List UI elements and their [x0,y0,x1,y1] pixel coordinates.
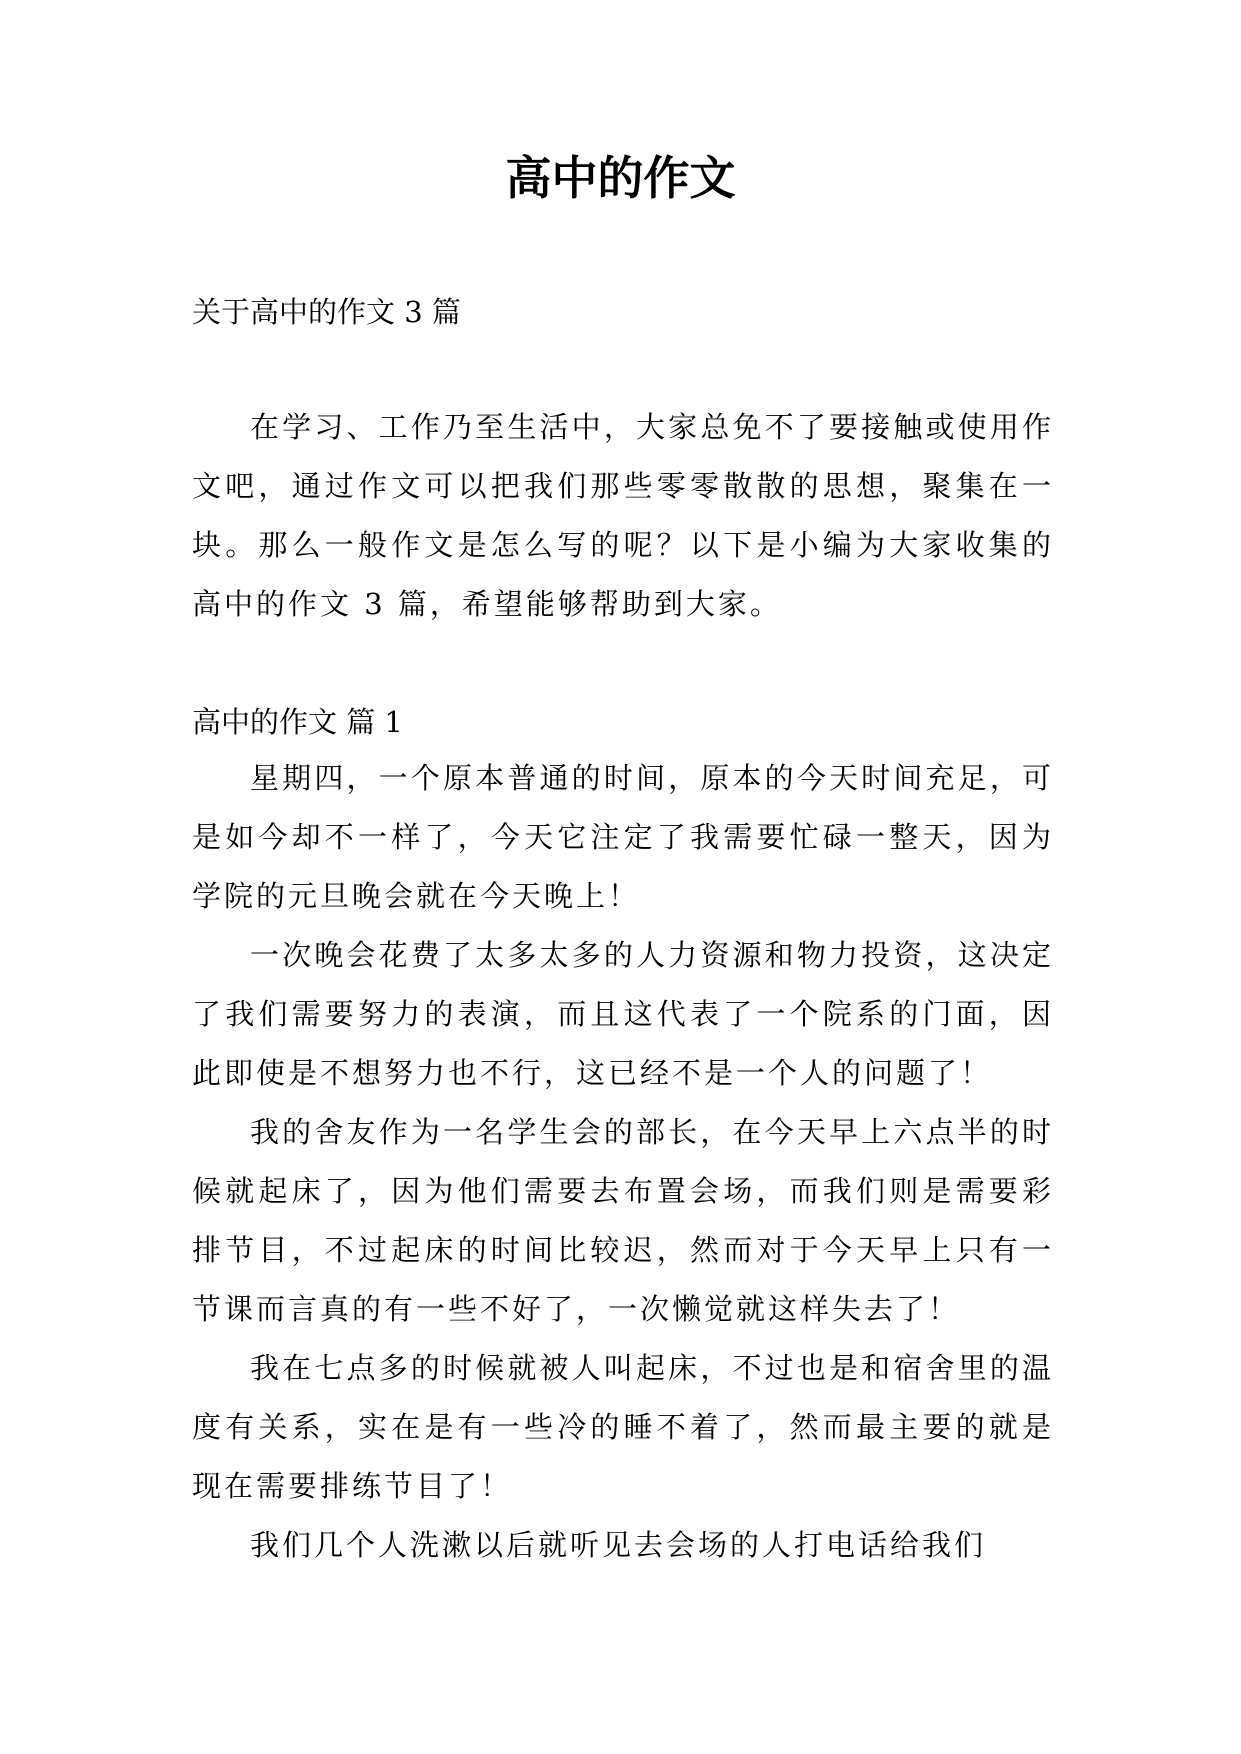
body-paragraph-5: 我们几个人洗漱以后就听见去会场的人打电话给我们 [250,1528,987,1562]
document-title: 高中的作文 [505,151,736,205]
body-paragraph-1: 星期四，一个原本普通的时间，原本的今天时间充足，可是如今却不一样了，今天它注定了我需要忙碌一整天，因为学院的元旦晚会就在今天晚上！ [192,761,1054,913]
body-paragraph-2: 一次晚会花费了太多太多的人力资源和物力投资，这决定了我们需要努力的表演，而且这代表了一个院系的门面，因此即使是不想努力也不行，这已经不是一个人的问题了！ [192,938,1054,1090]
intro-paragraph: 在学习、工作乃至生活中，大家总免不了要接触或使用作文吧，通过作文可以把我们那些零零散散的思想，聚集在一块。那么一般作文是怎么写的呢？以下是小编为大家收集的高中的作文 3 篇，希望能够帮助到大家。 [192,410,1054,621]
body-paragraph-4: 我在七点多的时候就被人叫起床，不过也是和宿舍里的温度有关系，实在是有一些冷的睡不着了，然而最主要的就是现在需要排练节目了！ [192,1351,1054,1503]
body-paragraph-3: 我的舍友作为一名学生会的部长，在今天早上六点半的时候就起床了，因为他们需要去布置会场，而我们则是需要彩排节目，不过起床的时间比较迟，然而对于今天早上只有一节课而言真的有一些不好了，一次懒觉就这样失去了！ [192,1115,1054,1326]
section-heading: 高中的作文 篇 1 [192,705,403,739]
document-subtitle: 关于高中的作文 3 篇 [192,295,461,329]
